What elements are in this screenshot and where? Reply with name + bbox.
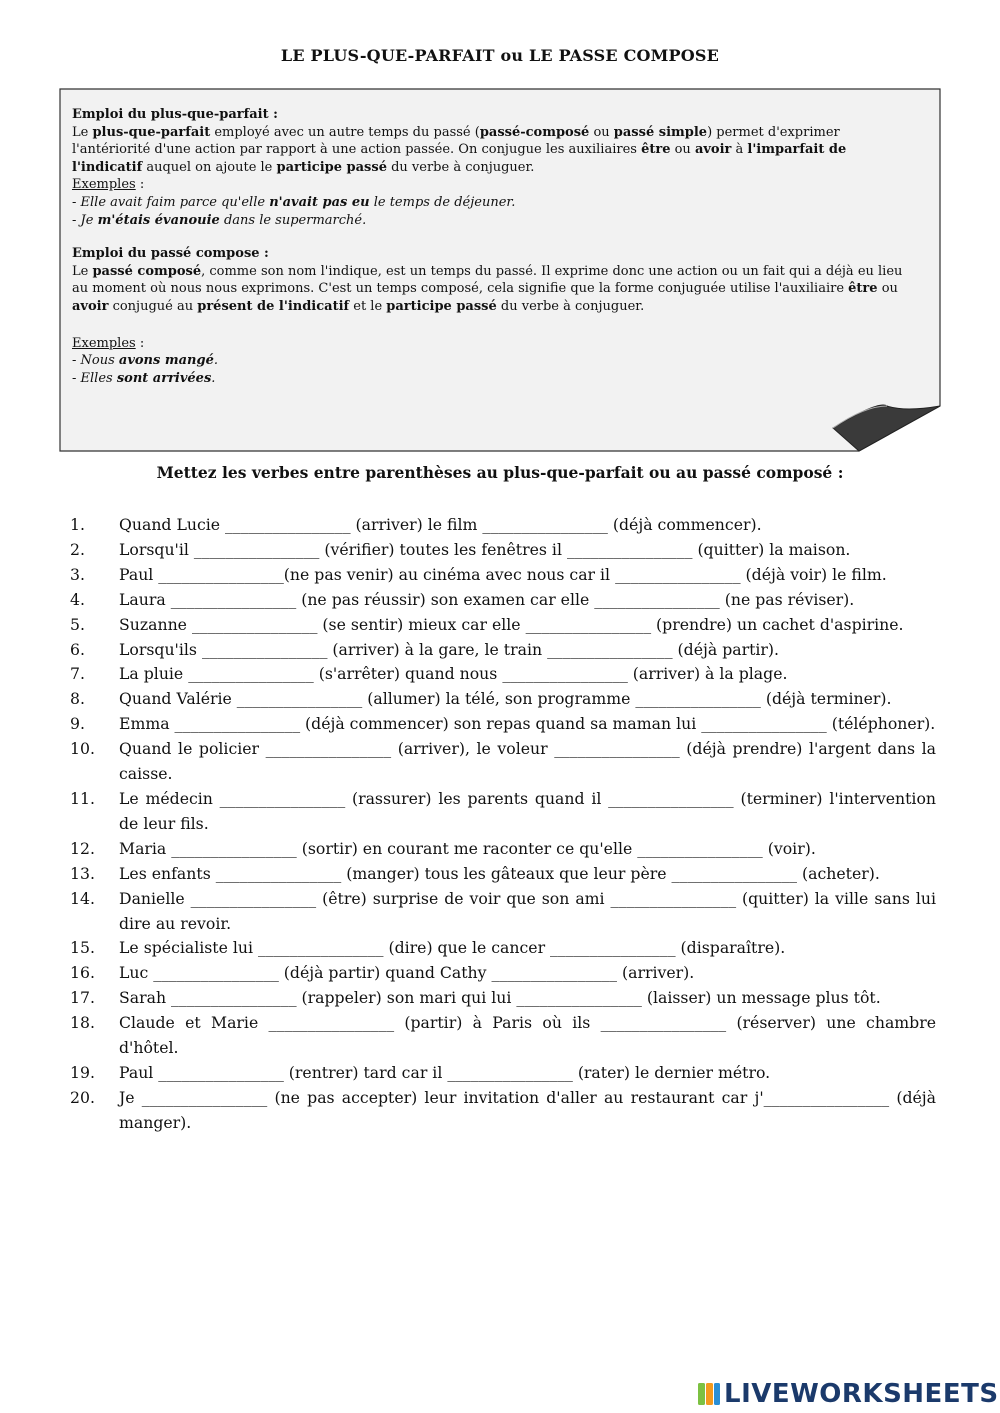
- exercise-item: [70, 887, 936, 937]
- exercise-number: 14.: [70, 888, 95, 908]
- pqp-example-2: - Je m'étais évanouie dans le supermarché.: [72, 212, 367, 228]
- exercise-item: [70, 588, 936, 613]
- exercise-text: Paul ________________(ne pas venir) au cinéma avec nous car il ________________ (déjà voir) le film.: [119, 564, 887, 584]
- exercise-item: [70, 687, 936, 712]
- exercise-text: Quand Lucie ________________ (arriver) le film ________________ (déjà commencer).: [119, 515, 762, 534]
- exercise-number: 3.: [70, 564, 85, 584]
- exercise-number: 20.: [70, 1087, 95, 1107]
- exercise-text: Quand Valérie ________________ (allumer) la télé, son programme ________________ (déjà terminer).: [119, 689, 892, 709]
- pc-example-1: - Nous avons mangé.: [72, 353, 218, 369]
- exercise-number: 5.: [70, 614, 85, 634]
- exercise-number: 9.: [70, 714, 85, 734]
- exercise-number: 11.: [70, 788, 95, 808]
- exercise-item: [70, 1061, 936, 1086]
- exercise-text: Le spécialiste lui ________________ (dire) que le cancer ________________ (disparaître).: [119, 938, 786, 958]
- exercise-number: 15.: [70, 938, 95, 958]
- exercise-text: Danielle ________________ (être) surprise de voir que son ami ________________ (quitter) la ville sans lui dire au revoir.: [119, 888, 936, 933]
- exercise-item: [70, 936, 936, 961]
- exercise-text: Quand le policier ________________ (arriver), le voleur ________________ (déjà prendre) l'argent dans la caisse.: [119, 739, 936, 784]
- pqp-example-1: - Elle avait faim parce qu'elle n'avait pas eu le temps de déjeuner.: [72, 194, 516, 210]
- exercise-item: [70, 1011, 936, 1061]
- exercise-item: [70, 837, 936, 862]
- exercise-text: Lorsqu'ils ________________ (arriver) à la gare, le train ________________ (déjà partir).: [119, 639, 780, 659]
- exercise-item: [70, 563, 936, 588]
- exercise-text: Claude et Marie ________________ (partir) à Paris où ils ________________ (réserver) une chambre d'hôtel.: [119, 1013, 936, 1058]
- exercise-text: La pluie ________________ (s'arrêter) quand nous ________________ (arriver) à la plage.: [119, 664, 788, 684]
- rule-box: [59, 88, 943, 452]
- exercise-text: Le médecin ________________ (rassurer) les parents quand il ________________ (terminer) l'intervention de leur fils.: [119, 788, 936, 833]
- exercise-number: 1.: [70, 515, 85, 534]
- pqp-definition: Le plus-que-parfait employé avec un autre temps du passé (passé-composé ou passé simple) permet d'exprimer l'antériorité d'une action par rapport à une action passée. On conjugue les auxiliaires être ou avoir à l'imparfait de l'indicatif auquel on ajoute le participe passé du verbe à conjuguer.: [72, 124, 847, 175]
- exercise-number: 8.: [70, 689, 85, 709]
- exercise-item: [70, 961, 936, 986]
- exercise-text: Paul ________________ (rentrer) tard car il ________________ (rater) le dernier métro.: [119, 1062, 771, 1082]
- exercise-item: [70, 986, 936, 1011]
- exercise-list: [70, 513, 936, 1136]
- exercise-number: 19.: [70, 1062, 95, 1082]
- exercise-item: [70, 737, 936, 787]
- pc-example-2: - Elles sont arrivées.: [72, 370, 216, 386]
- pc-examples-label: Exemples :: [72, 335, 145, 351]
- exercise-text: Maria ________________ (sortir) en courant me raconter ce qu'elle ________________ (voir).: [119, 838, 816, 858]
- pc-definition: Le passé composé, comme son nom l'indique, est un temps du passé. Il exprime donc une action ou un fait qui a déjà eu lieu au moment où nous nous exprimons. C'est un temps composé, cela signifie que la forme conjuguée utilise l'auxiliaire être ou avoir conjugué au présent de l'indicatif et le participe passé du verbe à conjuguer.: [72, 263, 903, 314]
- exercise-item: [70, 862, 936, 887]
- logo-text: LIVEWORKSHEETS: [724, 1379, 999, 1409]
- exercise-text: Luc ________________ (déjà partir) quand Cathy ________________ (arriver).: [119, 963, 695, 983]
- exercise-text: Laura ________________ (ne pas réussir) son examen car elle ________________ (ne pas réviser).: [119, 589, 855, 609]
- rule-text: [72, 106, 918, 387]
- exercise-number: 7.: [70, 664, 85, 684]
- pqp-examples-label: Exemples :: [72, 177, 145, 193]
- exercise-number: 6.: [70, 639, 85, 659]
- page-title: LE PLUS-QUE-PARFAIT ou LE PASSE COMPOSE: [280, 46, 720, 65]
- exercise-item: [70, 538, 936, 563]
- exercise-number: 18.: [70, 1013, 95, 1033]
- exercise-number: 13.: [70, 863, 95, 883]
- logo-mark-icon: [697, 1382, 721, 1406]
- exercise-text: Les enfants ________________ (manger) tous les gâteaux que leur père ________________ (acheter).: [119, 863, 880, 883]
- liveworksheets-logo[interactable]: [697, 1378, 999, 1410]
- exercise-item: [70, 787, 936, 837]
- exercise-number: 12.: [70, 838, 95, 858]
- exercise-text: Lorsqu'il ________________ (vérifier) toutes les fenêtres il ________________ (quitter) la maison.: [119, 539, 851, 559]
- pqp-heading: Emploi du plus-que-parfait :: [72, 107, 278, 122]
- exercise-number: 2.: [70, 539, 85, 559]
- exercise-number: 17.: [70, 988, 95, 1008]
- exercise-number: 16.: [70, 963, 95, 983]
- pc-heading: Emploi du passé compose :: [72, 246, 269, 262]
- exercise-text: Emma ________________ (déjà commencer) son repas quand sa maman lui ________________ (téléphoner).: [119, 714, 936, 734]
- exercise-item: [70, 1086, 936, 1136]
- exercise-item: [70, 712, 936, 737]
- exercise-text: Je ________________ (ne pas accepter) leur invitation d'aller au restaurant car j'________________ (déjà manger).: [119, 1087, 936, 1132]
- exercise-item: [70, 662, 936, 687]
- exercise-text: Sarah ________________ (rappeler) son mari qui lui ________________ (laisser) un message plus tôt.: [119, 988, 881, 1008]
- exercise-instruction: Mettez les verbes entre parenthèses au plus-que-parfait ou au passé composé :: [156, 463, 844, 482]
- exercise-text: Suzanne ________________ (se sentir) mieux car elle ________________ (prendre) un cachet d'aspirine.: [119, 614, 904, 634]
- exercise-number: 10.: [70, 739, 95, 759]
- exercise-item: [70, 638, 936, 663]
- exercise-item: [70, 513, 936, 538]
- exercise-number: 4.: [70, 589, 85, 609]
- exercise-item: [70, 613, 936, 638]
